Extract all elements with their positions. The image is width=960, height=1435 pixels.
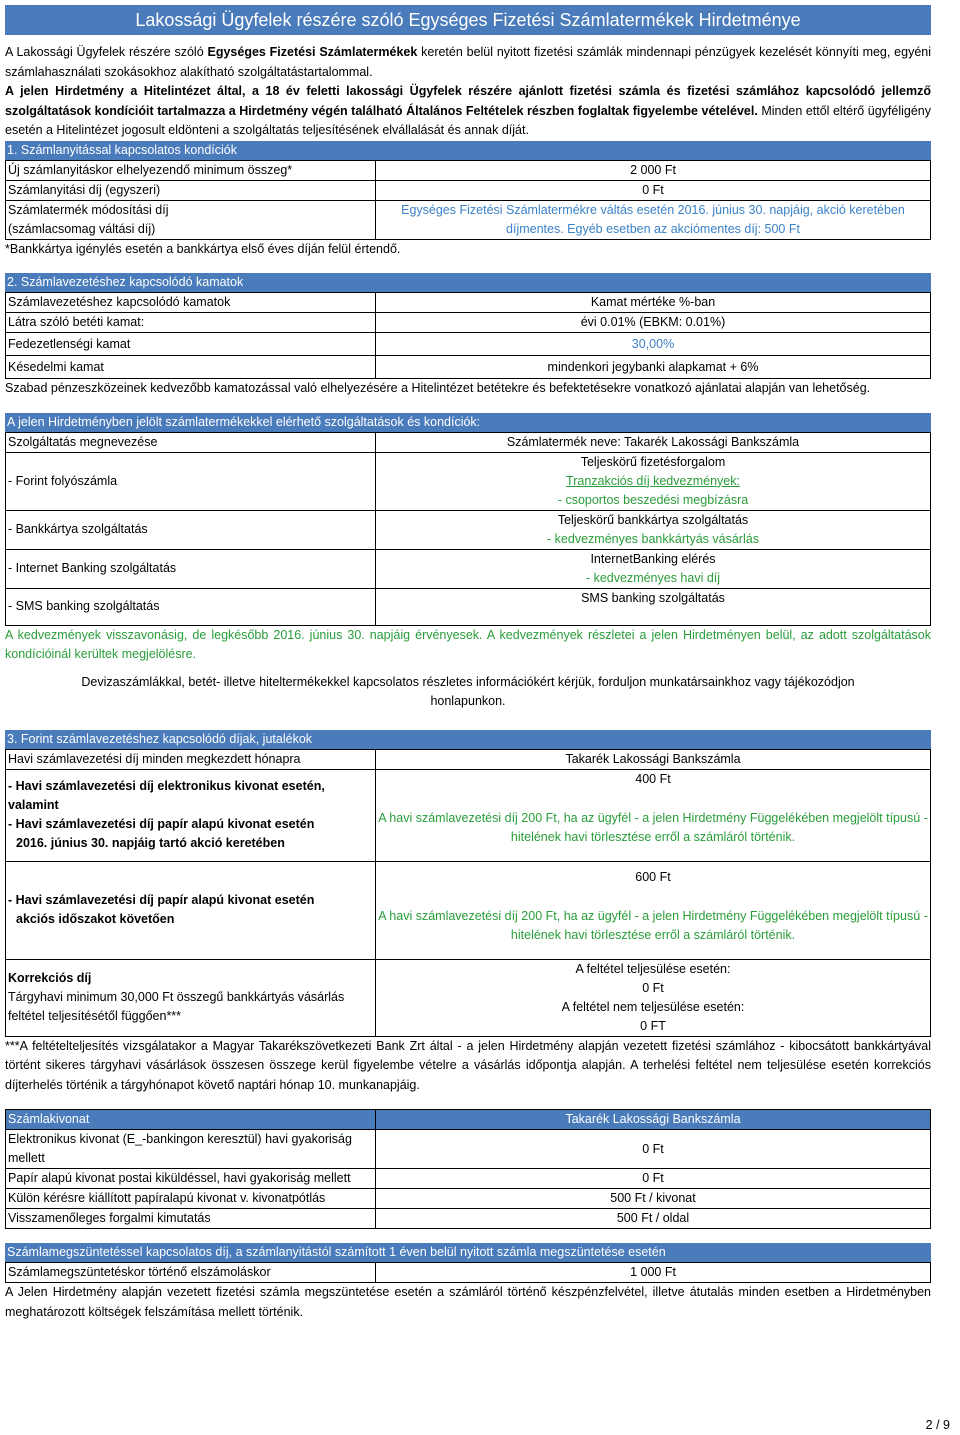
intro-paragraph: A Lakossági Ügyfelek részére szóló Egységes Fizetési Számlatermékek keretén belül nyitott fizetési számlák mindennapi pénzügyek kezelését könnyíti meg, egyéni számlahasználati szokásokhoz alakítható szolgáltatástartalommal. xyxy=(5,45,932,79)
closing-table xyxy=(5,1262,931,1283)
closing-note: A Jelen Hirdetmény alapján vezetett fizetési számla megszüntetése esetén a számláról történő készpénzfelvétel, illetve átutalás minden esetben a Hirdetményben meghatározott költségek felszámítása mellett történik. xyxy=(5,1285,931,1319)
section1-heading: 1. Számlanyitással kapcsolatos kondíciók xyxy=(5,141,931,160)
table-header: Szolgáltatás megnevezése Számlatermék neve: Takarék Lakossági Bankszámla xyxy=(6,432,931,452)
section2-heading: 2. Számlavezetéshez kapcsolódó kamatok xyxy=(5,273,931,292)
table-row: - SMS banking szolgáltatás SMS banking szolgáltatás xyxy=(6,588,931,625)
document-page xyxy=(5,5,931,1322)
table-row: Papír alapú kivonat postai kiküldéssel, havi gyakoriság mellett 0 Ft xyxy=(6,1169,931,1189)
foreign-currency-note: Devizaszámlákkal, betét- illetve hiteltermékekkel kapcsolatos részletes információkért kérjük, forduljon munkatársainkhoz vagy tájékozódjon honlapunkon. xyxy=(81,674,855,708)
services-heading: A jelen Hirdetményben jelölt számlatermékekkel elérhető szolgáltatások és kondíciók: xyxy=(5,413,931,432)
table-row: Új számlanyitáskor elhelyezendő minimum összeg* 2 000 Ft xyxy=(6,160,931,180)
table-header: Számlakivonat Takarék Lakossági Bankszámla xyxy=(6,1110,931,1130)
table-row: Korrekciós díj Tárgyhavi minimum 30,000 Ft összegű bankkártyás vásárlás feltétel teljesítésétől függően*** A feltétel teljesülése esetén: 0 Ft A feltétel nem teljesülése esetén: 0 FT xyxy=(6,959,931,1036)
table-row: Számlamegszüntetéskor történő elszámoláskor 1 000 Ft xyxy=(6,1263,931,1283)
fees-table xyxy=(5,749,931,1037)
table-row: Késedelmi kamat mindenkori jegybanki alapkamat + 6% xyxy=(6,356,931,379)
table-row: - Bankkártya szolgáltatás Teljeskörű bankkártya szolgáltatás - kedvezményes bankkártyás vásárlás xyxy=(6,510,931,549)
table-row: Fedezetlenségi kamat 30,00% xyxy=(6,333,931,356)
table-row: Számlanyitási díj (egyszeri) 0 Ft xyxy=(6,180,931,200)
table-row: - Havi számlavezetési díj papír alapú kivonat esetén akciós időszakot követően 600 Ft A havi számlavezetési díj 200 Ft, ha az ügyfél - a jelen Hirdetmény Függelékében megjelölt típusú - hitelének havi törlesztése erről a számláról történik. xyxy=(6,861,931,959)
interest-table xyxy=(5,292,931,379)
table-row: Látra szóló betéti kamat: évi 0.01% (EBKM: 0.01%) xyxy=(6,313,931,333)
page-number: 2 / 9 xyxy=(925,1418,950,1432)
table-row: - Internet Banking szolgáltatás InternetBanking elérés - kedvezményes havi díj xyxy=(6,549,931,588)
table-header: Számlavezetéshez kapcsolódó kamatok Kamat mértéke %-ban xyxy=(6,293,931,313)
table-row: Elektronikus kivonat (E_-bankingon keresztül) havi gyakoriság mellett 0 Ft xyxy=(6,1130,931,1169)
page-title: Lakossági Ügyfelek részére szóló Egységes Fizetési Számlatermékek Hirdetménye xyxy=(5,5,931,35)
table-header: Havi számlavezetési díj minden megkezdett hónapra Takarék Lakossági Bankszámla xyxy=(6,749,931,769)
scope-paragraph: A jelen Hirdetmény a Hitelintézet által, a 18 év feletti lakossági Ügyfelek részére ajánlott fizetési számla és fizetési számlához kapcsolódó jellemző szolgáltatások kondícióit tartalmazza a Hirdetmény végén található Általános Feltételek részben foglaltak figyelembe vételével. Minden ettől eltérő ügyféligény esetén a Hitelintézet jogosult eldönteni a szolgáltatás teljesítésének elvállalását és annak díját. xyxy=(5,84,931,137)
services-table xyxy=(5,432,931,626)
section3-note: ***A feltételteljesítés vizsgálatakor a Magyar Takarékszövetkezeti Bank Zrt által - a jelen Hirdetmény alapján vezetett fizetési számlához - kibocsátott bankkártyával történt sikeres tárgyhavi vásárlások összesen összege kerül figyelembe vételre a vásárlás időpontja alapján. A terhelési feltétel nem teljesülése esetén korrekciós díjterhelés történik a tárgyhónapot követő naptári hónap 10. munkanapjáig. xyxy=(5,1038,931,1092)
account-opening-table xyxy=(5,160,931,240)
section3-heading: 3. Forint számlavezetéshez kapcsolódó díjak, jutalékok xyxy=(5,730,931,749)
table-row: Számlatermék módosítási díj (számlacsomag váltási díj) Egységes Fizetési Számlatermékre váltás esetén 2016. június 30. napjáig, akció keretében díjmentes. Egyéb esetben az akciómentes díj: 500 Ft xyxy=(6,200,931,239)
discount-note: A kedvezmények visszavonásig, de legkésőbb 2016. június 30. napjáig érvényesek. A kedvezmények részletei a jelen Hirdetményen belül, az adott szolgáltatások kondícióinál kerültek megjelölésre. xyxy=(5,627,931,661)
closing-heading: Számlamegszüntetéssel kapcsolatos díj, a számlanyitástól számított 1 éven belül nyitott számla megszüntetése esetén xyxy=(5,1243,931,1262)
section2-note: Szabad pénzeszközeinek kedvezőbb kamatozással való elhelyezésére a Hitelintézet betétekre és befektetésekre vonatkozó ajánlatai alapján van lehetőség. xyxy=(5,381,871,395)
table-row: - Forint folyószámla Teljeskörű fizetésforgalom Tranzakciós díj kedvezmények: - csoportos beszedési megbízásra xyxy=(6,452,931,510)
table-row: Visszamenőleges forgalmi kimutatás 500 Ft / oldal xyxy=(6,1209,931,1229)
section1-note: *Bankkártya igénylés esetén a bankkártya első éves díján felül értendő. xyxy=(5,241,401,256)
table-row: - Havi számlavezetési díj elektronikus kivonat esetén, valamint - Havi számlavezetési díj papír alapú kivonat esetén 2016. június 30. napjáig tartó akció keretében 400 Ft A havi számlavezetési díj 200 Ft, ha az ügyfél - a jelen Hirdetmény Függelékében megjelölt típusú - hitelének havi törlesztése erről a számláról történik. xyxy=(6,769,931,861)
statement-table xyxy=(5,1109,931,1229)
table-row: Külön kérésre kiállított papíralapú kivonat v. kivonatpótlás 500 Ft / kivonat xyxy=(6,1189,931,1209)
